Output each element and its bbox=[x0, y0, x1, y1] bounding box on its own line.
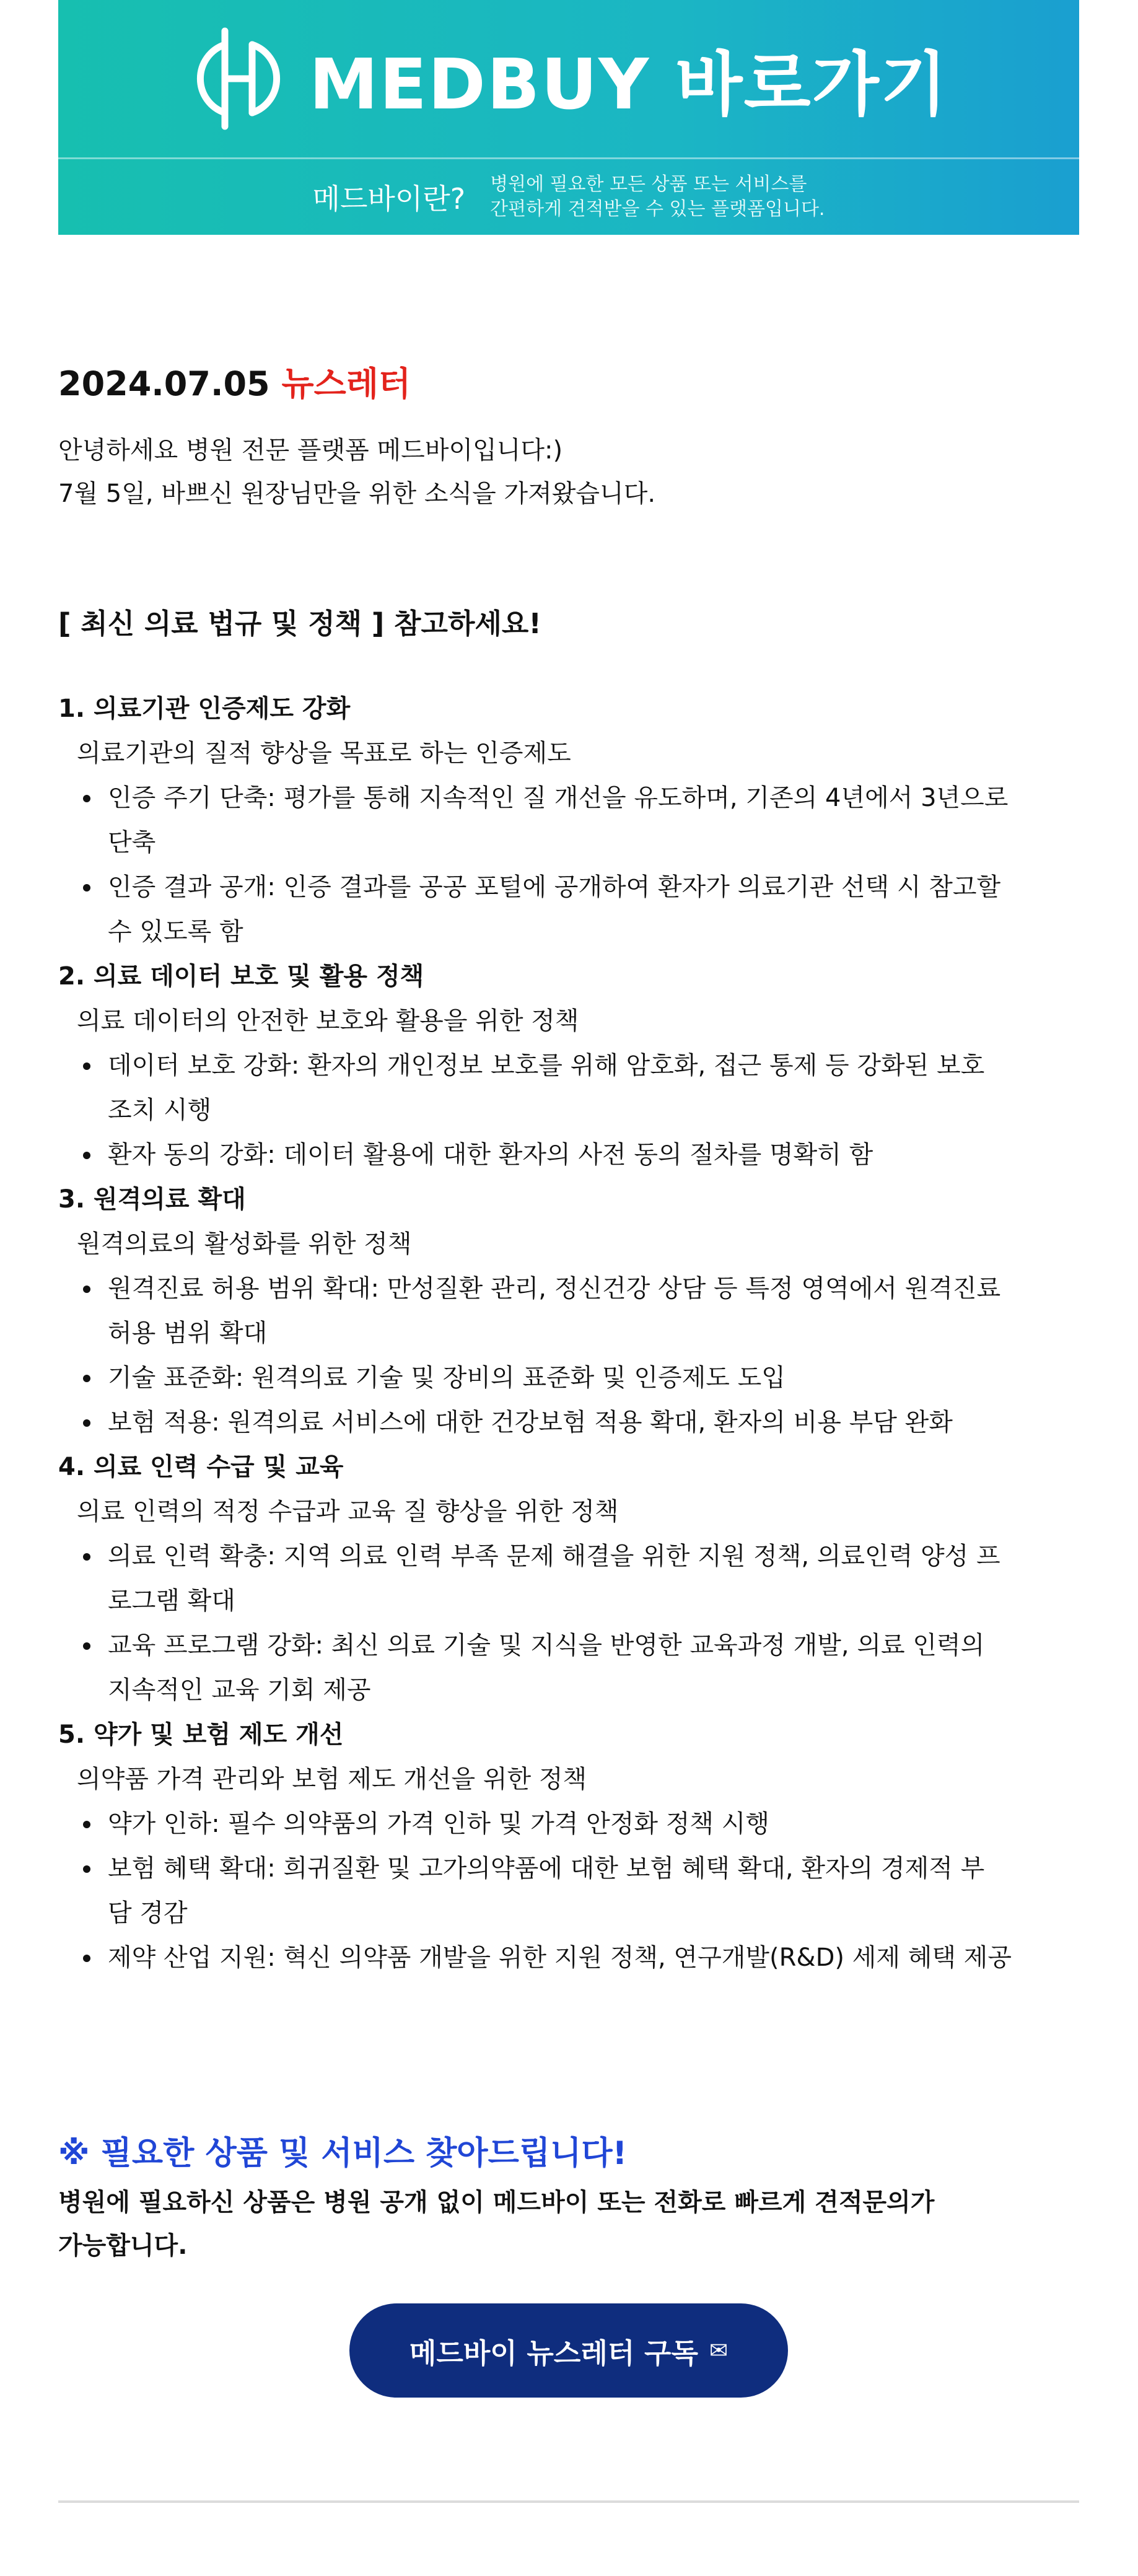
section-title: [ 최신 의료 법규 및 정책 ] 참고하세요! bbox=[58, 607, 541, 640]
policy-item-line: 담 경감 bbox=[108, 1899, 188, 1927]
policy-item-line: 의료 인력 확충: 지역 의료 인력 부족 문제 해결을 위한 지원 정책, 의료인력 양성 프 bbox=[108, 1542, 1000, 1571]
policy-3 bbox=[58, 1177, 1079, 1445]
policy-5 bbox=[58, 1712, 1079, 1980]
policy-item-line: 인증 결과 공개: 인증 결과를 공공 포털에 공개하여 환자가 의료기관 선택 시 참고할 bbox=[108, 873, 1001, 901]
policy-item-line: 허용 범위 확대 bbox=[108, 1319, 268, 1347]
policy-subtitle: 의약품 가격 관리와 보험 제도 개선을 위한 정책 bbox=[77, 1765, 587, 1794]
newsletter-content bbox=[58, 347, 1079, 2398]
policy-item-line: 환자 동의 강화: 데이터 활용에 대한 환자의 사전 동의 절차를 명확히 함 bbox=[108, 1141, 873, 1169]
intro-line: 안녕하세요 병원 전문 플랫폼 메드바이입니다:) bbox=[58, 436, 563, 465]
banner-description-line: 병원에 필요한 모든 상품 또는 서비스를 bbox=[490, 173, 807, 195]
subscribe-button[interactable] bbox=[349, 2303, 788, 2398]
policy-item-line: 지속적인 교육 기회 제공 bbox=[108, 1676, 371, 1704]
policy-subtitle: 의료기관의 질적 향상을 목표로 하는 인증제도 bbox=[77, 739, 571, 768]
medbuy-logo-icon bbox=[189, 26, 288, 131]
policy-item-line: 약가 인하: 필수 의약품의 가격 인하 및 가격 안정화 정책 시행 bbox=[108, 1810, 769, 1838]
policy-title: 2. 의료 데이터 보호 및 활용 정책 bbox=[58, 962, 424, 991]
policy-item-line: 보험 혜택 확대: 희귀질환 및 고가의약품에 대한 보험 혜택 확대, 환자의 경제적 부 bbox=[108, 1854, 985, 1883]
policy-subtitle: 의료 인력의 적정 수급과 교육 질 향상을 위한 정책 bbox=[77, 1497, 619, 1526]
policy-items bbox=[58, 1534, 1079, 1712]
policy-item bbox=[108, 1534, 1079, 1623]
policy-item bbox=[108, 1400, 1079, 1445]
policy-item bbox=[108, 1935, 1079, 1980]
subscribe-label: 메드바이 뉴스레터 구독 bbox=[409, 2336, 698, 2370]
banner-description bbox=[490, 172, 825, 222]
policy-4 bbox=[58, 1445, 1079, 1712]
footer-divider bbox=[58, 2500, 1079, 2503]
policy-item-line: 원격진료 허용 범위 확대: 만성질환 관리, 정신건강 상담 등 특정 영역에서 원격진료 bbox=[108, 1274, 1001, 1303]
policy-item bbox=[108, 1266, 1079, 1356]
policy-items bbox=[58, 1802, 1079, 1980]
policy-item-line: 인증 주기 단축: 평가를 통해 지속적인 질 개선을 유도하며, 기존의 4년에서 3년으로 bbox=[108, 784, 1009, 812]
banner-bottom bbox=[58, 159, 1079, 235]
help-text bbox=[58, 2181, 1079, 2267]
policy-items bbox=[58, 1043, 1079, 1177]
policy-subtitle: 원격의료의 활성화를 위한 정책 bbox=[77, 1230, 412, 1258]
policy-item-line: 로그램 확대 bbox=[108, 1587, 235, 1615]
policy-item-line: 단축 bbox=[108, 828, 156, 857]
policy-item-line: 조치 시행 bbox=[108, 1096, 212, 1124]
policy-item bbox=[108, 776, 1079, 865]
policy-item bbox=[108, 1802, 1079, 1846]
newsletter-date: 2024.07.05 bbox=[58, 364, 270, 403]
newsletter-intro bbox=[58, 429, 1079, 515]
banner-top[interactable] bbox=[58, 0, 1079, 157]
policy-item bbox=[108, 1043, 1079, 1132]
policy-item-line: 보험 적용: 원격의료 서비스에 대한 건강보험 적용 확대, 환자의 비용 부담 완화 bbox=[108, 1408, 953, 1437]
policy-subtitle: 의료 데이터의 안전한 보호와 활용을 위한 정책 bbox=[77, 1007, 579, 1035]
policy-1 bbox=[58, 686, 1079, 954]
policy-item bbox=[108, 1846, 1079, 1935]
policy-item-line: 제약 산업 지원: 혁신 의약품 개발을 위한 지원 정책, 연구개발(R&D) 세제 혜택 제공 bbox=[108, 1943, 1012, 1972]
policy-items bbox=[58, 776, 1079, 954]
policy-items bbox=[58, 1266, 1079, 1445]
subscribe-wrapper bbox=[58, 2303, 1079, 2398]
policy-item bbox=[108, 1623, 1079, 1712]
help-text-line: 병원에 필요하신 상품은 병원 공개 없이 메드바이 또는 전화로 빠르게 견적문의가 bbox=[58, 2188, 935, 2217]
policy-list bbox=[58, 686, 1079, 1980]
help-title: ※ 필요한 상품 및 서비스 찾아드립니다! bbox=[58, 2135, 628, 2172]
banner-title: MEDBUY 바로가기 bbox=[309, 44, 949, 125]
policy-title: 4. 의료 인력 수급 및 교육 bbox=[58, 1453, 344, 1481]
intro-line: 7월 5일, 바쁘신 원장님만을 위한 소식을 가져왔습니다. bbox=[58, 480, 656, 508]
policy-title: 3. 원격의료 확대 bbox=[58, 1185, 246, 1214]
banner-question: 메드바이란? bbox=[312, 182, 466, 216]
envelope-icon: ✉ bbox=[709, 2337, 729, 2364]
policy-item-line: 수 있도록 함 bbox=[108, 918, 243, 946]
policy-item bbox=[108, 865, 1079, 954]
policy-item bbox=[108, 1356, 1079, 1400]
policy-title: 5. 약가 및 보험 제도 개선 bbox=[58, 1720, 344, 1749]
newsletter-heading bbox=[58, 347, 1079, 421]
policy-title: 1. 의료기관 인증제도 강화 bbox=[58, 694, 351, 723]
medbuy-banner[interactable] bbox=[58, 0, 1079, 235]
policy-item-line: 교육 프로그램 강화: 최신 의료 기술 및 지식을 반영한 교육과정 개발, 의료 인력의 bbox=[108, 1631, 985, 1660]
newsletter-label: 뉴스레터 bbox=[281, 364, 411, 403]
policy-2 bbox=[58, 954, 1079, 1177]
policy-item bbox=[108, 1132, 1079, 1177]
help-text-line: 가능합니다. bbox=[58, 2232, 188, 2260]
policy-item-line: 기술 표준화: 원격의료 기술 및 장비의 표준화 및 인증제도 도입 bbox=[108, 1364, 786, 1392]
banner-description-line: 간편하게 견적받을 수 있는 플랫폼입니다. bbox=[490, 198, 825, 220]
policy-item-line: 데이터 보호 강화: 환자의 개인정보 보호를 위해 암호화, 접근 통제 등 강화된 보호 bbox=[108, 1051, 985, 1080]
